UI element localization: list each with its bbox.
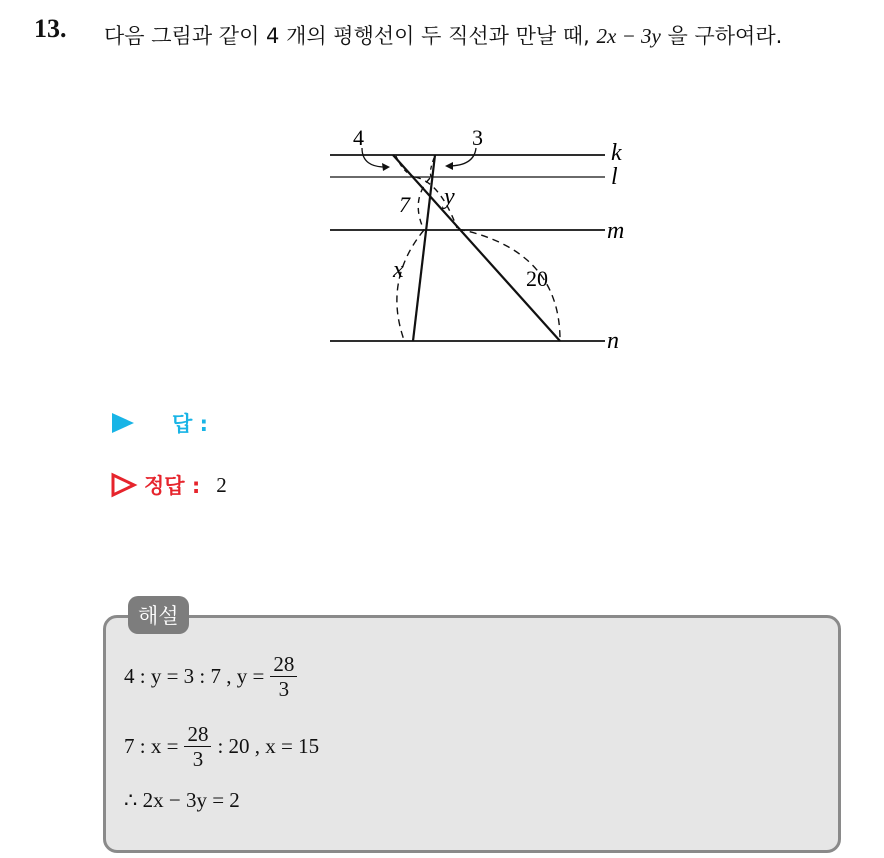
play-arrow-icon <box>110 411 136 435</box>
correct-answer-label: 정답 : <box>144 474 201 498</box>
solution-line-3 <box>124 788 240 813</box>
solution-tab: 해설 <box>128 596 189 634</box>
outline-arrow-icon <box>110 472 138 498</box>
label-20: 20 <box>526 266 548 291</box>
solution-line-2-left: 7 : x = <box>124 734 179 758</box>
transversal-steep <box>413 155 435 341</box>
fraction-denominator: 3 <box>278 677 290 701</box>
label-n: n <box>607 328 619 354</box>
fraction-numerator: 28 <box>184 722 211 747</box>
arc-small-left <box>396 156 418 178</box>
answer-blank-row <box>110 408 208 438</box>
solution-line-1-fraction <box>270 652 297 701</box>
label-7: 7 <box>399 192 410 217</box>
solution-line-2-right: : 20 , x = 15 <box>217 734 320 758</box>
fraction-denominator: 3 <box>192 747 204 771</box>
answer-correct-row <box>110 470 227 500</box>
fraction-numerator: 28 <box>270 652 297 677</box>
correct-answer-value: 2 <box>216 472 227 497</box>
pointer-3-head <box>445 162 453 170</box>
solution-line-2 <box>124 722 319 771</box>
label-4: 4 <box>353 125 364 150</box>
label-x: x <box>393 257 404 283</box>
question-number: 13. <box>34 14 67 43</box>
pointer-4-head <box>382 163 390 171</box>
parallel-lines-figure <box>320 120 650 360</box>
solution-line-1-left: 4 : y = 3 : 7 , y = <box>124 664 265 688</box>
question-expression: 2x − 3y <box>596 24 661 48</box>
question-text-part1: 다음 그림과 같이 4 개의 평행선이 두 직선과 만날 때, <box>104 24 597 48</box>
solution-line-2-fraction <box>184 722 211 771</box>
solution-line-1 <box>124 652 303 701</box>
question-text-part2: 을 구하여라. <box>660 24 783 48</box>
label-m: m <box>607 218 625 244</box>
solution-line-3-text: ∴ 2x − 3y = 2 <box>124 788 240 812</box>
transversal-diagonal <box>393 155 560 341</box>
label-y: y <box>444 184 455 210</box>
label-l: l <box>611 164 618 190</box>
label-3: 3 <box>472 125 483 150</box>
label-k: k <box>611 140 622 166</box>
question-text <box>104 18 864 54</box>
answer-label: 답 : <box>172 412 208 436</box>
